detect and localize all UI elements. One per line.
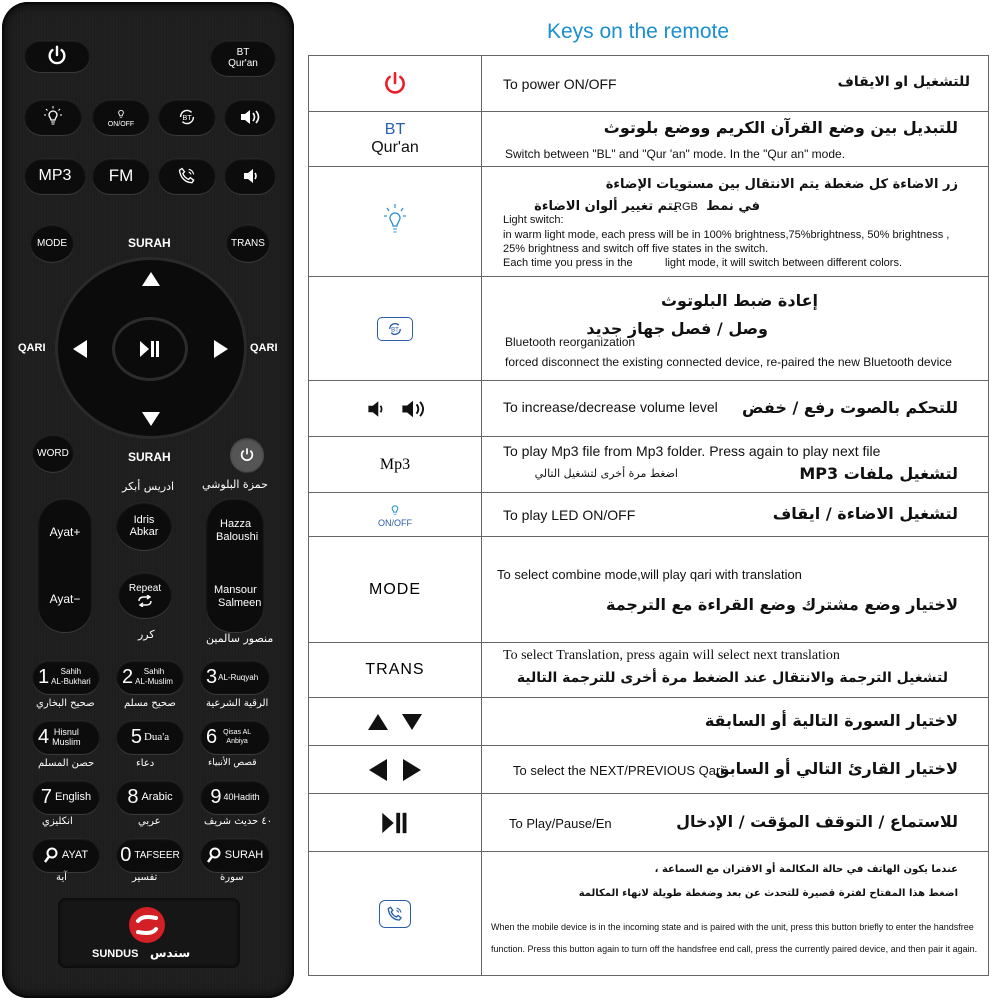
- key-7-ar: انكليزي: [42, 816, 73, 827]
- key-5-a: Dua'a: [143, 731, 170, 743]
- volume-desc-en: To increase/decrease volume level: [503, 399, 718, 415]
- right-arrow-icon: [403, 759, 421, 781]
- key-3-a: AL-Ruqyah: [218, 672, 259, 682]
- ayat-label: AYAT: [61, 849, 89, 861]
- mode-button[interactable]: [30, 224, 74, 262]
- key-1-b: AL-Bukhari: [51, 677, 91, 686]
- row-play: [308, 794, 989, 852]
- bt-reset-desc-en2: forced disconnect the existing connected device, re-paired the new Bluetooth device: [505, 355, 952, 369]
- quran-label: Qur'an: [228, 58, 258, 69]
- surah-key-label: SURAH: [224, 849, 264, 861]
- key-2-num: 2: [122, 665, 134, 688]
- repeat-icon: [137, 595, 153, 607]
- surah-key-ar: سورة: [220, 872, 244, 883]
- row-trans: [308, 643, 989, 698]
- word-label: WORD: [37, 447, 69, 459]
- onoff-label: ON/OFF: [107, 120, 135, 128]
- key-7-a: English: [55, 791, 92, 803]
- qari-nav-desc-ar: لاختيار القارئ التالي أو السابق: [715, 759, 958, 778]
- volume-desc-ar: للتحكم بالصوت رفع / خفض: [742, 398, 958, 417]
- key-1-a: Sahih: [60, 667, 82, 676]
- key-1-ar: صحيح البخاري: [36, 698, 95, 709]
- brand-en: SUNDUS: [92, 948, 139, 960]
- key-9[interactable]: [200, 780, 270, 814]
- power-secondary-button[interactable]: [230, 438, 264, 472]
- surah-search-button[interactable]: [200, 838, 270, 872]
- row-light: [308, 167, 989, 277]
- key-7-num: 7: [40, 785, 53, 808]
- surah-bottom-label: SURAH: [128, 450, 171, 464]
- left-arrow-button[interactable]: [73, 340, 87, 358]
- key-6-a: Qisas AL: [223, 729, 252, 736]
- light-desc-ar2b: يتم تغيير ألوان الاضاءة: [534, 199, 678, 214]
- mode-label: MODE: [37, 237, 67, 249]
- volume-up-icon: [239, 108, 261, 126]
- brand-plate: [58, 898, 240, 968]
- key-4-ar: حصن المسلم: [38, 758, 95, 769]
- light-rgb: RGB: [674, 201, 698, 213]
- light-desc-ar1: زر الاضاءة كل ضغطة يتم الانتقال بين مستويات الإضاءة: [605, 177, 958, 192]
- qari-nav-desc-en: To select the NEXT/PREVIOUS Qari: [513, 763, 724, 778]
- ayat-plus-label[interactable]: Ayat+: [49, 524, 81, 539]
- brand-ar: سندس: [150, 946, 191, 960]
- volume-down-icon: [240, 167, 260, 185]
- repeat-label: Repeat: [128, 583, 162, 594]
- key-5-ar: دعاء: [136, 758, 155, 769]
- svg-text:BT: BT: [391, 326, 399, 333]
- key-2[interactable]: [116, 660, 184, 694]
- key-5-num: 5: [130, 725, 142, 748]
- right-arrow-button[interactable]: [214, 340, 228, 358]
- power-icon: [46, 45, 68, 67]
- trans-icon-text: TRANS: [365, 661, 425, 678]
- key-6-ar: قصص الأنبياء: [208, 758, 257, 768]
- power-desc-en: To power ON/OFF: [503, 76, 617, 92]
- search-icon-2: [207, 847, 221, 863]
- qari-right-label: QARI: [250, 342, 278, 354]
- tafseer-ar: تفسير: [132, 872, 158, 883]
- power-button[interactable]: [24, 40, 90, 72]
- key-2-b: AL-Muslim: [135, 677, 173, 686]
- key-4-a: Hisnul: [53, 727, 79, 737]
- key-3-num: 3: [206, 665, 218, 688]
- surah-nav-desc-ar: لاختيار السورة التالية أو السابقة: [704, 711, 958, 730]
- repeat-ar: كرر: [138, 628, 155, 641]
- key-2-a: Sahih: [143, 667, 165, 676]
- row-mode: [308, 537, 989, 643]
- row-power: [308, 55, 989, 112]
- bt-reset-desc-en1: Bluetooth reorganization: [505, 335, 636, 349]
- mode-desc-ar: لاختيار وضع مشترك وضع القراءة مع الترجمة: [606, 595, 958, 614]
- key-1-num: 1: [38, 665, 50, 688]
- play-pause-icon: [139, 340, 161, 358]
- handsfree-button[interactable]: [158, 158, 216, 194]
- bt-quran-button[interactable]: [210, 40, 276, 76]
- reciter-idris-ar: ادريس أبكر: [122, 480, 175, 493]
- bt-label: BT: [236, 47, 250, 58]
- row-led: [308, 493, 989, 537]
- play-pause-button[interactable]: [115, 320, 185, 378]
- key-8[interactable]: [116, 780, 184, 814]
- bt-icon-text: BT: [384, 121, 406, 138]
- word-button[interactable]: [32, 434, 74, 472]
- ayat-rocker[interactable]: [38, 498, 92, 632]
- mansour-label-2: Salmeen: [218, 597, 262, 609]
- remote-control: [2, 2, 294, 998]
- handsfree-desc-ar2: اضغط هذا المفتاح لفترة قصيرة للتحدث عن بعد وضغطة طويلة لانهاء المكالمة: [578, 888, 958, 899]
- key-4[interactable]: [32, 720, 100, 754]
- repeat-button[interactable]: [118, 572, 172, 618]
- trans-desc-ar: لتشغيل الترجمة والانتقال عند الضغط مرة أخرى للترجمة التالية: [516, 670, 948, 686]
- play-desc-ar: للاستماع / التوقف المؤقت / الإدخال: [676, 812, 958, 831]
- fm-button[interactable]: [92, 158, 150, 194]
- key-0-num: 0: [120, 843, 132, 866]
- row-bt-quran: [308, 112, 989, 167]
- bt-reset-desc-ar1: إعادة ضبط البلوتوث: [660, 291, 818, 310]
- mode-desc-en: To select combine mode,will play qari with translation: [497, 567, 802, 582]
- key-8-ar: عربي: [138, 816, 161, 827]
- volume-down-button[interactable]: [224, 158, 276, 194]
- down-arrow-button[interactable]: [142, 412, 160, 426]
- led-onoff-button[interactable]: [92, 99, 150, 135]
- bulb-small-icon: [115, 107, 127, 121]
- ayat-search-button[interactable]: [32, 838, 100, 872]
- volume-down-icon: [364, 398, 386, 420]
- bt-reset-button[interactable]: [158, 99, 216, 135]
- key-9-num: 9: [210, 785, 222, 808]
- led-icon-text: ON/OFF: [378, 517, 412, 528]
- key-8-a: Arabic: [141, 791, 173, 803]
- mansour-label-1: Mansour: [214, 584, 257, 596]
- trans-desc-en: To select Translation, press again will select next translation: [503, 648, 840, 663]
- led-desc-en: To play LED ON/OFF: [503, 507, 636, 523]
- phone-icon: [177, 166, 197, 186]
- handsfree-desc-ar1: عندما يكون الهاتف في حالة المكالمة أو الاقتران مع السماعة ،: [654, 864, 958, 875]
- up-arrow-icon: [368, 714, 388, 730]
- bulb-icon: [384, 204, 406, 240]
- volume-up-button[interactable]: [224, 99, 276, 135]
- idris-abkar-button[interactable]: [116, 502, 172, 550]
- row-mp3: [308, 437, 989, 493]
- quran-icon-text: Qur'an: [371, 139, 419, 156]
- mp3-desc-ar1: لتشغيل ملفات MP3: [799, 464, 958, 483]
- handsfree-icon: [379, 900, 411, 928]
- volume-up-icon: [400, 398, 426, 420]
- play-pause-icon: [381, 811, 409, 835]
- bulb-small-icon: [388, 502, 402, 518]
- handsfree-desc-en2: function. Press this button again to turn off the handsfree end call, press the currently paired device, and then pair it again.: [491, 944, 978, 954]
- qari-left-label: QARI: [18, 342, 46, 354]
- led-desc-ar: لتشغيل الاضاءة / ايقاف: [772, 504, 958, 523]
- key-3-ar: الرقية الشرعية: [206, 698, 269, 709]
- key-7[interactable]: [32, 780, 100, 814]
- idris-label-2: Abkar: [129, 526, 159, 538]
- key-4-num: 4: [38, 725, 50, 748]
- page-title: Keys on the remote: [546, 20, 730, 43]
- mp3-button[interactable]: [24, 158, 86, 194]
- mp3-desc-ar2: اضغط مرة أخرى لتشغيل التالي: [534, 467, 678, 480]
- power-small-icon: [239, 447, 255, 463]
- idris-label-1: Idris: [133, 514, 155, 526]
- key-6-num: 6: [206, 725, 218, 748]
- row-surah-nav: [308, 698, 989, 746]
- key-0-tafseer[interactable]: [116, 838, 184, 872]
- sundus-logo: [128, 906, 166, 944]
- tafseer-label: TAFSEER: [134, 849, 180, 861]
- key-9-ar: ٤٠ حديث شريف: [204, 816, 273, 827]
- row-handsfree: [308, 852, 989, 976]
- key-5[interactable]: [116, 720, 184, 754]
- light-desc-ar2a: في نمط: [706, 199, 760, 214]
- ayat-minus-label[interactable]: Ayat−: [49, 591, 81, 606]
- bt-desc-ar: للتبديل بين وضع القرآن الكريم ووضع بلوتوث: [603, 118, 958, 137]
- left-arrow-icon: [369, 759, 387, 781]
- light-desc-en4a: Each time you press in the: [503, 257, 633, 269]
- bt-desc-en: Switch between "BL" and "Qur 'an" mode. In the "Qur an" mode.: [505, 147, 846, 161]
- handsfree-desc-en1: When the mobile device is in the incoming state and is paired with the unit, press this button briefly to enter the handsfree: [491, 922, 974, 932]
- key-3[interactable]: [200, 660, 270, 694]
- mp3-icon-text: Mp3: [379, 455, 411, 473]
- light-desc-en1: Light switch:: [503, 214, 564, 226]
- surah-top-label: SURAH: [128, 236, 171, 250]
- mp3-label: MP3: [38, 167, 72, 184]
- key-8-num: 8: [127, 785, 139, 808]
- reciter-hazza-ar: حمزة البلوشي: [202, 478, 268, 491]
- bt-reset-desc-ar2: وصل / فصل جهاز جديد: [586, 319, 768, 338]
- light-desc-en3: 25% brightness and switch off five states in the switch.: [503, 243, 769, 255]
- up-arrow-button[interactable]: [142, 272, 160, 286]
- key-6[interactable]: [200, 720, 270, 754]
- key-9-a: 40Hadith: [223, 792, 260, 802]
- trans-label: TRANS: [231, 237, 265, 249]
- bt-reset-icon: [176, 106, 198, 128]
- mode-icon-text: MODE: [369, 580, 421, 598]
- down-arrow-icon: [402, 714, 422, 730]
- bulb-icon: [43, 106, 63, 128]
- light-desc-en4b: light mode, it will switch between different colors.: [665, 257, 903, 269]
- svg-text:BT: BT: [182, 112, 192, 122]
- row-bt-reset: [308, 277, 989, 381]
- ayat-ar: آية: [56, 872, 67, 883]
- light-button[interactable]: [24, 99, 82, 135]
- key-2-ar: صحيح مسلم: [124, 698, 176, 709]
- search-icon: [44, 847, 58, 863]
- power-icon: [382, 71, 408, 97]
- trans-button[interactable]: [226, 224, 270, 262]
- mansour-ar: منصور سالمين: [206, 632, 274, 645]
- key-1[interactable]: [32, 660, 100, 694]
- row-volume: [308, 381, 989, 437]
- light-desc-en2: in warm light mode, each press will be in 100% brightness,75%brightness, 50% brightness ,: [503, 229, 950, 241]
- key-6-b: Anbiya: [226, 738, 248, 745]
- hazza-label-1: Hazza: [220, 518, 252, 530]
- hazza-label-2: Baloushi: [216, 531, 259, 543]
- keys-table: [308, 55, 993, 975]
- key-4-b: Muslim: [52, 737, 81, 747]
- play-desc-en: To Play/Pause/En: [509, 816, 612, 831]
- fm-label: FM: [108, 166, 134, 185]
- mp3-desc-en: To play Mp3 file from Mp3 folder. Press again to play next file: [503, 443, 881, 459]
- row-qari-nav: [308, 746, 989, 794]
- power-desc-ar: للتشغيل او الايقاف: [837, 74, 970, 90]
- bt-reset-icon: [377, 317, 413, 341]
